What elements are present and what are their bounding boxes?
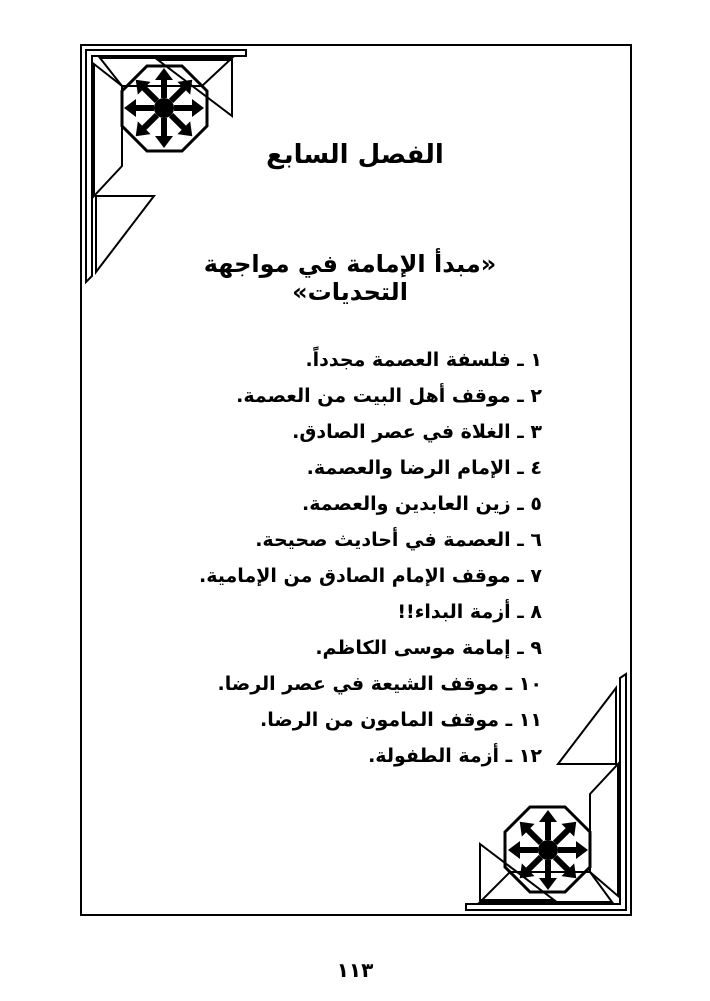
page-number: ١١٣ (336, 958, 374, 982)
toc-item: ١٢ ـ أزمة الطفولة. (368, 745, 542, 767)
chapter-title: الفصل السابع (266, 140, 444, 170)
toc-item: ٣ ـ الغلاة في عصر الصادق. (292, 421, 542, 443)
toc-item: ١٠ ـ موقف الشيعة في عصر الرضا. (217, 673, 542, 695)
toc-item: ١١ ـ موقف المامون من الرضا. (260, 709, 542, 731)
toc-item: ٧ ـ موقف الإمام الصادق من الإمامية. (199, 565, 542, 587)
toc-item: ٥ ـ زين العابدين والعصمة. (302, 493, 542, 515)
table-of-contents (162, 342, 542, 774)
toc-item: ٨ ـ أزمة البداء!! (397, 601, 542, 623)
toc-item: ٢ ـ موقف أهل البيت من العصمة. (236, 385, 542, 407)
toc-item: ١ ـ فلسفة العصمة مجدداً. (305, 349, 542, 371)
toc-item: ٦ ـ العصمة في أحاديث صحيحة. (255, 529, 542, 551)
chapter-subtitle: «مبدأ الإمامة في مواجهة التحديات» (203, 250, 497, 306)
toc-item: ٤ ـ الإمام الرضا والعصمة. (306, 457, 542, 479)
toc-item: ٩ ـ إمامة موسى الكاظم. (315, 637, 542, 659)
